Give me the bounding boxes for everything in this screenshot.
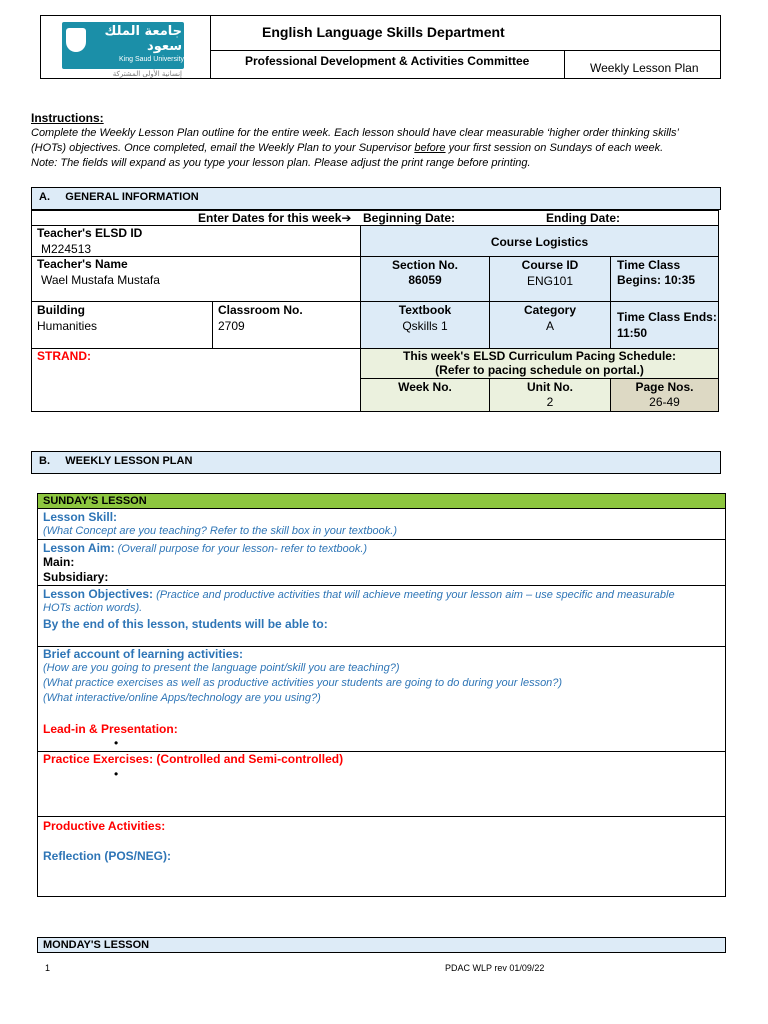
unit-no-label: Unit No.: [527, 380, 573, 394]
lesson-skill-label: Lesson Skill:: [43, 510, 118, 524]
section-no-label: Section No.: [391, 258, 458, 272]
time-class-cell: [610, 256, 719, 302]
classroom-cell: [212, 301, 361, 349]
committee-title: Professional Development & Activities Committee: [245, 54, 530, 68]
week-no-label: Week No.: [398, 380, 452, 394]
reflection-label: Reflection (POS/NEG):: [43, 849, 172, 863]
practice-label: Practice Exercises: (Controlled and Semi-controlled): [43, 752, 344, 766]
objectives-label: Lesson Objectives:: [43, 587, 154, 601]
page-nos-label: Page Nos.: [635, 380, 694, 394]
course-id-label: Course ID: [521, 258, 579, 272]
section-no-cell: [360, 256, 490, 302]
page-number: 1: [45, 963, 51, 973]
category-value[interactable]: A: [545, 319, 554, 333]
objectives-end: By the end of this lesson, students will be able to:: [43, 617, 328, 631]
lesson-aim-label: Lesson Aim:: [43, 541, 115, 555]
teacher-name-cell: [31, 256, 361, 302]
dates-label: [198, 211, 351, 225]
aim-subsidiary-label: Subsidiary:: [43, 570, 109, 584]
time-ends-label: Time Class Ends:: [617, 310, 717, 324]
sunday-lesson-header: [37, 493, 726, 509]
category-cell: [489, 301, 611, 349]
aim-main-label: Main:: [43, 555, 75, 569]
pacing-cell: [360, 348, 719, 379]
instructions-heading: Instructions:: [31, 111, 104, 125]
dates-row: [31, 210, 719, 226]
weekly-plan-title: B. WEEKLY LESSON PLAN: [39, 455, 193, 467]
weekly-plan-header: [31, 451, 721, 474]
brief-hint-2: (What practice exercises as well as productive activities your students are going to do during your lesson?): [43, 677, 563, 689]
teacher-name-label: Teacher's Name: [37, 257, 128, 271]
lesson-skill-hint: (What Concept are you teaching? Refer to the skill box in your textbook.): [43, 525, 398, 537]
practice-exercises-cell[interactable]: [37, 751, 726, 817]
monday-lesson-title: MONDAY'S LESSON: [43, 939, 150, 951]
dates-label-text: Enter Dates for this week: [198, 211, 342, 225]
course-logistics-cell: [360, 225, 719, 257]
productive-label: Productive Activities:: [43, 819, 166, 833]
doc-type-title: Weekly Lesson Plan: [590, 61, 699, 75]
course-id-cell: [489, 256, 611, 302]
pacing-line-2: (Refer to pacing schedule on portal.): [435, 363, 644, 377]
course-logistics-label: Course Logistics: [490, 235, 589, 249]
lesson-aim-hint: (Overall purpose for your lesson- refer to textbook.): [114, 543, 368, 555]
lesson-aim-line: [43, 541, 367, 555]
logo-tagline: إنسانية الأولى المشتركة: [112, 70, 182, 78]
practice-bullet: •: [114, 767, 119, 781]
department-title: English Language Skills Department: [262, 24, 505, 40]
brief-hint-3: (What interactive/online Apps/technology are you using?): [43, 692, 321, 704]
section-no-value[interactable]: 86059: [408, 273, 442, 287]
pacing-line-1: This week's ELSD Curriculum Pacing Schedule:: [403, 349, 676, 363]
week-no-cell: [360, 378, 490, 412]
time-class-label: Time Class: [617, 258, 681, 272]
building-label: Building: [37, 303, 85, 317]
classroom-value[interactable]: 2709: [218, 319, 245, 333]
classroom-label: Classroom No.: [218, 303, 303, 317]
logo-emblem-icon: [66, 28, 86, 52]
lead-in-bullet: •: [114, 736, 119, 750]
unit-no-value[interactable]: 2: [546, 395, 554, 409]
page-nos-cell: [610, 378, 719, 412]
course-id-value[interactable]: ENG101: [526, 274, 574, 288]
lesson-objectives-cell[interactable]: [37, 585, 726, 647]
unit-no-cell: [489, 378, 611, 412]
teacher-id-label: Teacher's ELSD ID: [37, 226, 143, 240]
building-value[interactable]: Humanities: [37, 319, 98, 333]
general-info-title: A. GENERAL INFORMATION: [39, 191, 199, 203]
general-info-header: [31, 187, 721, 210]
instructions-line-1: Complete the Weekly Lesson Plan outline for the entire week. Each lesson should have clear measurable ‘higher order thinking skills’: [31, 127, 679, 139]
lesson-aim-cell[interactable]: [37, 539, 726, 586]
time-class-begins[interactable]: Begins: 10:35: [617, 273, 696, 287]
university-logo: [62, 22, 184, 69]
sunday-lesson-title: SUNDAY'S LESSON: [43, 495, 147, 507]
lesson-skill-cell[interactable]: [37, 508, 726, 540]
productive-activities-cell[interactable]: [37, 816, 726, 897]
brief-hint-1: (How are you going to present the language point/skill you are teaching?): [43, 662, 400, 674]
page-nos-value[interactable]: 26-49: [649, 395, 680, 409]
textbook-cell: [360, 301, 490, 349]
strand-label: STRAND:: [37, 349, 91, 363]
revision-label: PDAC WLP rev 01/09/22: [445, 963, 545, 973]
ending-date-label: Ending Date:: [546, 211, 620, 225]
brief-account-label: Brief account of learning activities:: [43, 647, 244, 661]
logo-english-text: King Saud University: [119, 56, 184, 63]
category-label: Category: [523, 303, 576, 317]
learning-activities-cell[interactable]: [37, 646, 726, 752]
arrow-icon: ➔: [341, 211, 352, 225]
header-department-cell: [210, 15, 721, 51]
header-doctype-cell: [564, 50, 721, 79]
time-ends-cell: [610, 301, 719, 349]
instructions-before: before: [414, 142, 446, 154]
instructions-line-3: Note: The fields will expand as you type your lesson plan. Please adjust the print range before printing.: [31, 157, 531, 169]
textbook-value[interactable]: Qskills 1: [402, 319, 448, 333]
building-cell: [31, 301, 213, 349]
strand-cell: [31, 348, 361, 412]
time-ends-value[interactable]: 11:50: [617, 326, 648, 340]
objectives-line-1: [43, 587, 675, 601]
instructions-line-2: [31, 142, 663, 154]
teacher-id-cell: [31, 225, 361, 257]
objectives-hint-1: (Practice and productive activities that will achieve meeting your lesson aim – use specific and measurable: [153, 589, 675, 601]
beginning-date-label: Beginning Date:: [363, 211, 455, 225]
objectives-hint-2: HOTs action words).: [43, 602, 143, 614]
logo-arabic-text: جامعة الملك سعود: [104, 24, 182, 54]
textbook-label: Textbook: [398, 303, 452, 317]
lead-in-label: Lead-in & Presentation:: [43, 722, 178, 736]
instructions-line-2a: (HOTs) objectives. Once completed, email the Weekly Plan to your Supervisor: [31, 142, 415, 154]
instructions-line-2c: your first session on Sundays of each week.: [445, 142, 664, 154]
teacher-id-value[interactable]: M224513: [41, 242, 92, 256]
header-committee-cell: [210, 50, 565, 79]
teacher-name-value[interactable]: Wael Mustafa Mustafa: [41, 273, 160, 287]
monday-lesson-header: [37, 937, 726, 953]
